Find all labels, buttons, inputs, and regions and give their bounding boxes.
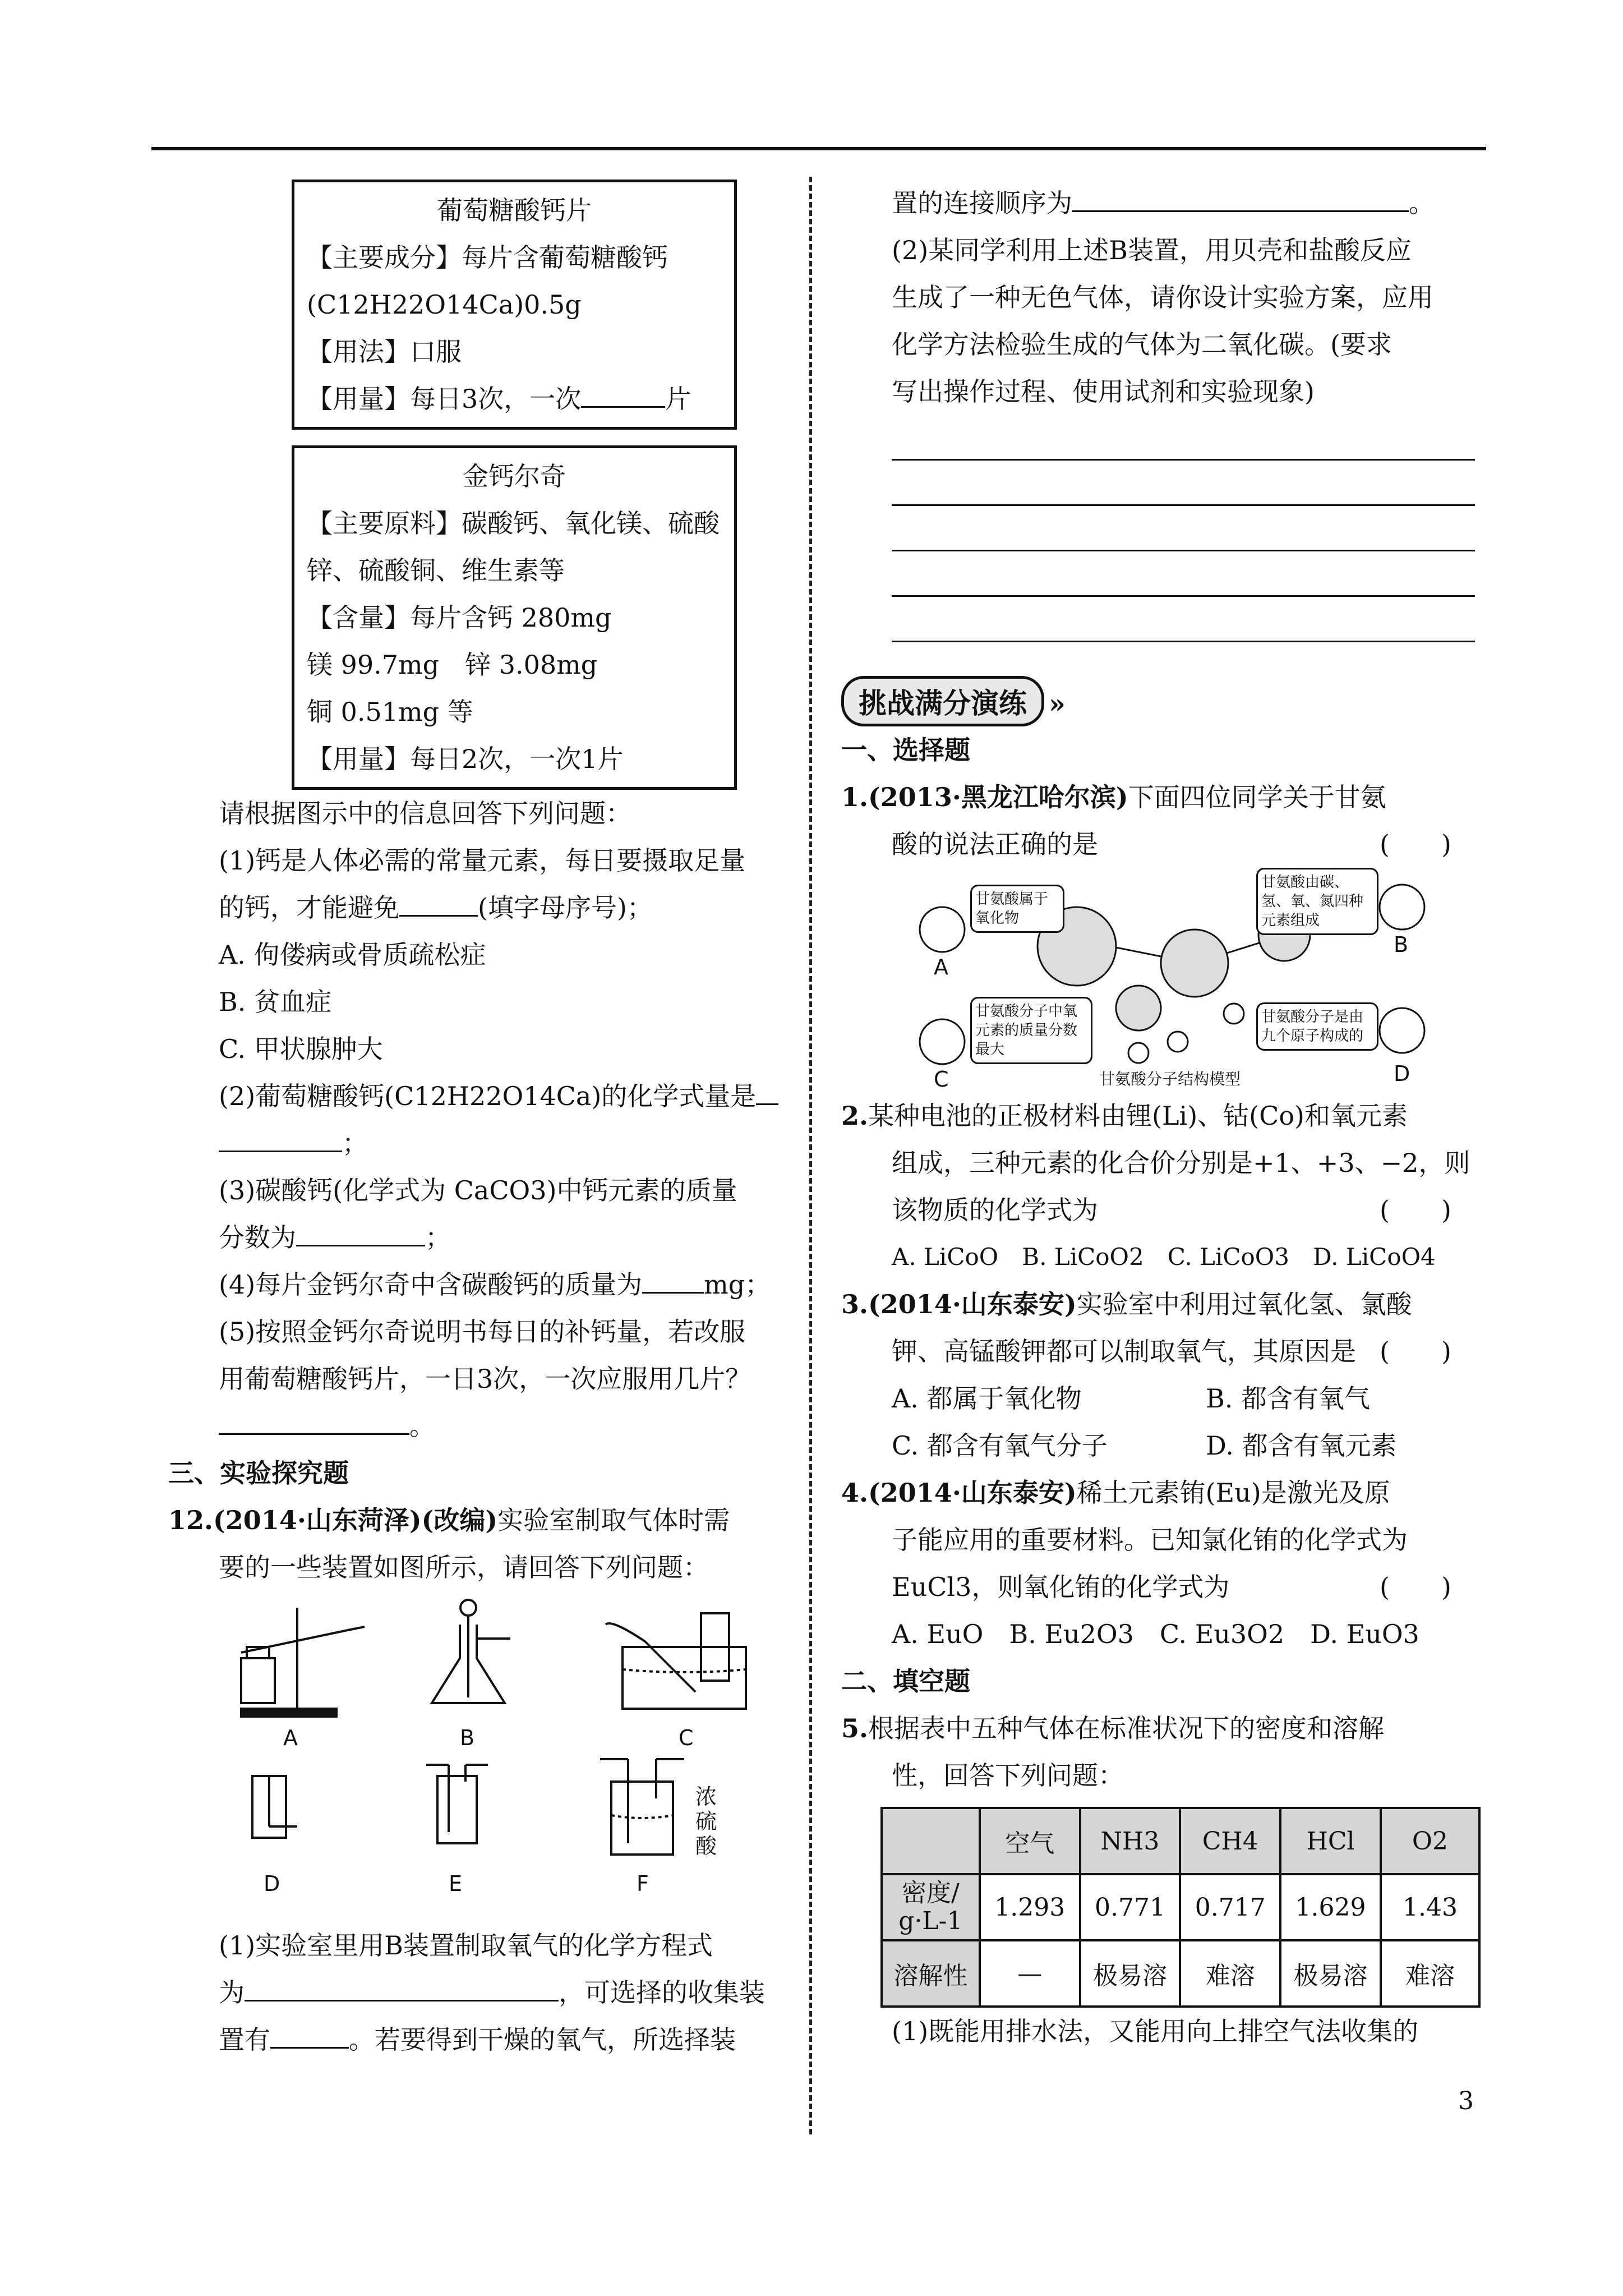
column-divider <box>809 177 812 2134</box>
text: 钾、高锰酸钾都可以制取氧气，其原因是 <box>892 1336 1356 1366</box>
question-number: 5. <box>841 1713 869 1743</box>
answer-paren[interactable]: ( ) <box>1380 1336 1451 1366</box>
mc3-line2 <box>841 1328 1481 1375</box>
question-number: 4. <box>841 1478 869 1508</box>
question-source: (2013·黑龙江哈尔滨) <box>868 782 1128 812</box>
q11-p3a: (3)碳酸钙(化学式为 CaCO3)中钙元素的质量 <box>219 1175 737 1205</box>
table-header-row <box>882 1808 1479 1874</box>
student-b-label: B <box>1394 932 1409 957</box>
bubble-b: 甘氨酸由碳、氢、氧、氮四种元素组成 <box>1256 868 1378 935</box>
mc2-line2: 组成，三种元素的化合价分别是+1、+3、−2，则 <box>892 1148 1470 1178</box>
box2-title: 金钙尔奇 <box>463 461 566 491</box>
option-c[interactable]: C. 都含有氧气分子 <box>892 1430 1108 1461</box>
box1-line1: 【主要成分】每片含葡萄糖酸钙 <box>307 242 668 273</box>
product-box-calcium-supplement <box>292 445 737 790</box>
q12-stem-line2: 要的一些装置如图所示，请回答下列问题： <box>219 1552 709 1582</box>
q11-option-b: B. 贫血症 <box>219 987 332 1017</box>
q12-p1d <box>168 2016 802 2063</box>
box1-line2: (C12H22O14Ca)0.5g <box>307 289 582 320</box>
q12-p2b: 生成了一种无色气体，请你设计实验方案，应用 <box>892 282 1433 312</box>
option-a[interactable]: A. EuO <box>892 1619 984 1649</box>
q11-p5c <box>168 1402 802 1450</box>
q5-line2: 性，回答下列问题： <box>892 1760 1124 1791</box>
challenge-banner <box>841 676 1481 726</box>
text: (2)葡萄糖酸钙(C12H22O14Ca)的化学式量是 <box>219 1081 757 1111</box>
text: 。若要得到干燥的氧气，所选择装 <box>349 2024 736 2055</box>
answer-blank[interactable] <box>245 1977 559 2001</box>
q11-p2b <box>168 1120 802 1167</box>
text: 。 <box>1409 188 1435 218</box>
q12-p2d: 写出操作过程、使用试剂和实验现象) <box>892 376 1315 407</box>
text: ； <box>425 1222 451 1253</box>
mc2-options <box>841 1234 1481 1281</box>
mc3-line1 <box>841 1281 1481 1328</box>
section-3-heading: 三、实验探究题 <box>168 1458 349 1488</box>
bubble-d: 甘氨酸分子是由九个原子构成的 <box>1256 1002 1378 1051</box>
table-row <box>882 1940 1479 2007</box>
option-d[interactable]: D. 都含有氧元素 <box>1206 1430 1397 1461</box>
answer-blank[interactable] <box>270 2024 349 2049</box>
text: 为 <box>219 1977 245 2008</box>
text: 该物质的化学式为 <box>892 1195 1098 1225</box>
apparatus-label-d: D <box>264 1871 280 1896</box>
text: (填字母序号)； <box>478 892 653 923</box>
mc3-options-row1 <box>841 1375 1481 1422</box>
answer-blank[interactable] <box>399 892 478 917</box>
mc4-line1 <box>841 1469 1481 1516</box>
apparatus-label-c: C <box>679 1726 694 1750</box>
text: 根据表中五种气体在标准状况下的密度和溶解 <box>868 1713 1385 1743</box>
mc4-options <box>841 1611 1481 1658</box>
question-number: 1. <box>841 782 869 812</box>
table-cell: 难溶 <box>1180 1940 1280 2007</box>
bubble-c: 甘氨酸分子中氧元素的质量分数最大 <box>970 997 1092 1064</box>
answer-blank[interactable] <box>219 1128 342 1152</box>
box2-line1: 【主要原料】碳酸钙、氧化镁、硫酸 <box>307 508 720 539</box>
option-b[interactable]: B. LiCoO2 <box>1022 1243 1144 1271</box>
q12-r1 <box>841 180 1481 227</box>
answer-paren[interactable]: ( ) <box>1380 829 1451 859</box>
answer-blank[interactable] <box>219 1411 409 1435</box>
density-label: 密度/ <box>901 1879 960 1907</box>
q12-p2c: 化学方法检验生成的气体为二氧化碳。(要求 <box>892 329 1392 360</box>
table-header-cell: HCl <box>1280 1808 1381 1874</box>
option-d[interactable]: D. EuO3 <box>1310 1619 1419 1649</box>
q12-stem-line1 <box>168 1497 802 1544</box>
text: (4)每片金钙尔奇中含碳酸钙的质量为 <box>219 1269 643 1300</box>
answer-line[interactable] <box>892 597 1475 642</box>
table-header-cell: 空气 <box>980 1808 1080 1874</box>
box1-unit: 片 <box>665 384 691 414</box>
question-source: (2014·山东泰安) <box>868 1478 1077 1508</box>
right-column <box>841 180 1481 2055</box>
text: 下面四位同学关于甘氨 <box>1128 782 1386 812</box>
student-d-label: D <box>1394 1061 1410 1086</box>
density-unit: g·L-1 <box>898 1907 963 1935</box>
box2-line2: 锌、硫酸铜、维生素等 <box>307 555 565 586</box>
option-c[interactable]: C. Eu3O2 <box>1159 1619 1285 1649</box>
q11-p2a <box>168 1073 802 1120</box>
text: ，可选择的收集装 <box>559 1977 765 2008</box>
text: 置的连接顺序为 <box>892 188 1072 218</box>
table-cell: 1.43 <box>1381 1874 1479 1940</box>
q11-option-a: A. 佝偻病或骨质疏松症 <box>219 940 486 970</box>
q11-intro: 请根据图示中的信息回答下列问题： <box>219 798 631 829</box>
apparatus-figure <box>219 1591 802 1922</box>
apparatus-label-b: B <box>460 1726 475 1750</box>
mc2-line1 <box>841 1092 1481 1139</box>
text: mg； <box>704 1269 771 1300</box>
q12-p1a: (1)实验室里用B装置制取氧气的化学方程式 <box>219 1930 713 1961</box>
question-source: (2014·山东泰安) <box>868 1289 1077 1319</box>
top-rule <box>151 147 1486 150</box>
bubble-a: 甘氨酸属于氧化物 <box>970 885 1064 933</box>
table-cell: 1.629 <box>1280 1874 1381 1940</box>
question-number: 3. <box>841 1289 869 1319</box>
section-1-heading: 一、选择题 <box>841 735 970 765</box>
q12-p1b <box>168 1969 802 2016</box>
option-d[interactable]: D. LiCoO4 <box>1312 1243 1436 1271</box>
option-a[interactable]: A. LiCoO <box>892 1243 999 1271</box>
table-cell: — <box>980 1940 1080 2007</box>
mc4-line3 <box>841 1563 1481 1611</box>
density-label-cell <box>882 1874 980 1940</box>
text: 分数为 <box>219 1222 296 1253</box>
table-header-cell <box>882 1808 980 1874</box>
q12-p2a: (2)某同学利用上述B装置，用贝壳和盐酸反应 <box>892 235 1412 265</box>
banner-label: 挑战满分演练 <box>841 676 1044 726</box>
q11-p3b <box>168 1214 802 1261</box>
gas-table <box>880 1807 1481 2008</box>
q11-p1b <box>168 884 802 931</box>
left-column <box>168 180 802 2063</box>
q11-p4 <box>168 1261 802 1308</box>
box1-line3: 【用法】口服 <box>307 337 462 367</box>
table-cell: 极易溶 <box>1280 1940 1381 2007</box>
model-caption: 甘氨酸分子结构模型 <box>1099 1070 1241 1088</box>
q5-line1 <box>841 1705 1481 1752</box>
option-c[interactable]: C. LiCoO3 <box>1167 1243 1289 1271</box>
table-row <box>882 1874 1479 1940</box>
box2-line3: 【含量】每片含钙 280mg <box>307 602 612 633</box>
question-number: 12. <box>168 1505 214 1535</box>
section-2-heading: 二、填空题 <box>841 1666 970 1696</box>
box2-line6: 【用量】每日2次，一次1片 <box>307 744 624 774</box>
mc4-line2: 子能应用的重要材料。已知氯化铕的化学式为 <box>892 1525 1408 1555</box>
table-cell: 0.771 <box>1080 1874 1181 1940</box>
apparatus-label-e: E <box>449 1871 463 1896</box>
option-a[interactable]: A. 都属于氧化物 <box>892 1383 1082 1414</box>
answer-blank[interactable] <box>756 1081 778 1105</box>
answer-line[interactable] <box>892 506 1475 551</box>
apparatus-label-a: A <box>283 1726 298 1750</box>
text: 置有 <box>219 2024 270 2055</box>
acid-label: 浓硫酸 <box>695 1784 717 1858</box>
question-number: 2. <box>841 1101 869 1131</box>
q5-p1: (1)既能用排水法，又能用向上排空气法收集的 <box>892 2016 1419 2046</box>
option-b[interactable]: B. Eu2O3 <box>1009 1619 1134 1649</box>
table-cell: 难溶 <box>1381 1940 1479 2007</box>
table-header-cell: NH3 <box>1080 1808 1181 1874</box>
glycine-figure <box>875 868 1469 1092</box>
product-box-calcium-gluconate <box>292 180 737 430</box>
text: 稀土元素铕(Eu)是激光及原 <box>1076 1478 1390 1508</box>
student-a-label: A <box>934 955 948 979</box>
answer-line[interactable] <box>892 551 1475 597</box>
q11-p5a: (5)按照金钙尔奇说明书每日的补钙量，若改服 <box>219 1317 746 1347</box>
answer-line[interactable] <box>892 415 1475 461</box>
box1-dosage: 【用量】每日3次，一次 <box>307 384 582 414</box>
box2-line4: 镁 99.7mg 锌 3.08mg <box>307 650 598 680</box>
table-cell: 1.293 <box>980 1874 1080 1940</box>
table-cell: 极易溶 <box>1080 1940 1181 2007</box>
mc2-line3 <box>841 1186 1481 1234</box>
box2-line5: 铜 0.51mg 等 <box>307 697 473 727</box>
text: 酸的说法正确的是 <box>892 829 1098 859</box>
text: 。 <box>409 1411 435 1441</box>
table-header-cell: CH4 <box>1180 1808 1280 1874</box>
answer-blank[interactable] <box>296 1222 425 1246</box>
apparatus-label-f: F <box>637 1871 649 1896</box>
table-cell: 0.717 <box>1180 1874 1280 1940</box>
text: 某种电池的正极材料由锂(Li)、钴(Co)和氧元素 <box>868 1101 1408 1131</box>
mc1-stem-line1 <box>841 774 1481 821</box>
page-number: 3 <box>1458 2087 1474 2115</box>
answer-paren[interactable]: ( ) <box>1380 1195 1451 1225</box>
text: ； <box>342 1128 368 1158</box>
answer-line[interactable] <box>892 461 1475 506</box>
text: 实验室中利用过氧化氢、氯酸 <box>1076 1289 1412 1319</box>
option-b[interactable]: B. 都含有氧气 <box>1206 1383 1371 1414</box>
solubility-label-cell: 溶解性 <box>882 1940 980 2007</box>
text: 的钙，才能避免 <box>219 892 399 923</box>
answer-paren[interactable]: ( ) <box>1380 1572 1451 1602</box>
text: 实验室制取气体时需 <box>497 1505 730 1535</box>
q11-p1a: (1)钙是人体必需的常量元素，每日要摄取足量 <box>219 845 746 876</box>
answer-blank[interactable] <box>1072 188 1409 212</box>
apparatus-drawing <box>219 1591 802 1922</box>
q11-p5b: 用葡萄糖酸钙片，一日3次，一次应服用几片？ <box>219 1364 751 1394</box>
q11-option-c: C. 甲状腺肿大 <box>219 1034 383 1064</box>
box1-line4 <box>307 375 722 422</box>
answer-blank[interactable] <box>581 384 665 408</box>
student-c-label: C <box>934 1067 949 1092</box>
mc1-stem-line2 <box>841 821 1481 868</box>
mc3-options-row2 <box>841 1422 1481 1469</box>
answer-blank[interactable] <box>642 1269 704 1294</box>
box1-title: 葡萄糖酸钙片 <box>437 195 592 226</box>
table-header-cell: O2 <box>1381 1808 1479 1874</box>
banner-arrows: » <box>1049 688 1066 720</box>
text: EuCl3，则氧化铕的化学式为 <box>892 1572 1230 1602</box>
glycine-molecule-drawing <box>875 868 1469 1092</box>
question-source: (2014·山东菏泽)(改编) <box>213 1505 498 1535</box>
